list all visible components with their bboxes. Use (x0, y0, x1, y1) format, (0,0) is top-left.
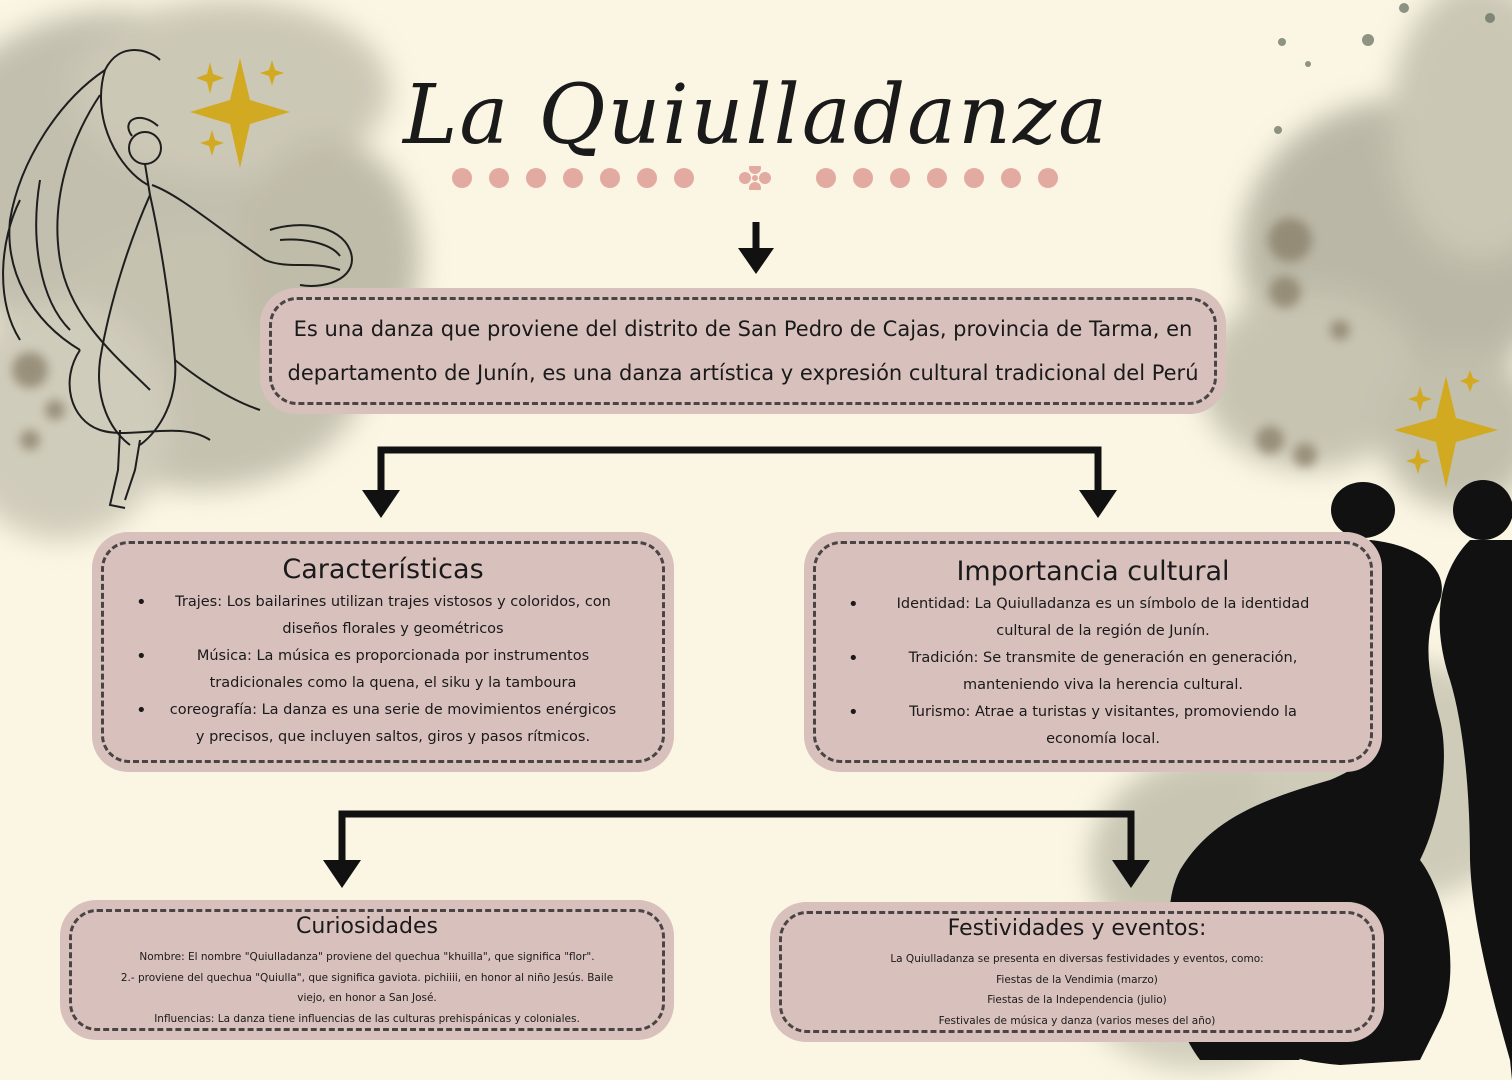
festividades-box (770, 902, 1384, 1042)
curiosidades-line: 2.- proviene del quechua "Quiulla", que significa gaviota. pichiiii, en honor al niño Jesús. Baile viejo, en honor a San José. (120, 971, 614, 1004)
importancia-heading: Importancia cultural (956, 556, 1230, 587)
festividades-line: La Quiulladanza se presenta en diversas festividades y eventos, como: (890, 953, 1264, 965)
curiosidades-heading: Curiosidades (296, 914, 438, 939)
list-item: • Identidad: La Quiulladanza es un símbolo de la identidad cultural de la región de Junín. (840, 591, 1346, 645)
curiosidades-line: Influencias: La danza tiene influencias de las culturas prehispánicas y coloniales. (154, 1012, 580, 1025)
list-item: • coreografía: La danza es una serie de movimientos enérgicos y precisos, que incluyen saltos, giros y pasos rítmicos. (128, 697, 638, 751)
curiosidades-line: Nombre: El nombre "Quiulladanza" proviene del quechua "khuilla", que significa "flor". (139, 951, 595, 963)
festividades-line: Fiestas de la Independencia (julio) (987, 994, 1167, 1006)
list-item: • Turismo: Atrae a turistas y visitantes, promoviendo la economía local. (840, 699, 1346, 753)
festividades-line: Fiestas de la Vendimia (marzo) (996, 973, 1158, 986)
list-item: • Tradición: Se transmite de generación en generación, manteniendo viva la herencia cultural. (840, 645, 1346, 699)
list-item: • Música: La música es proporcionada por instrumentos tradicionales como la quena, el siku y la tamboura (128, 643, 638, 697)
arrow-intro-to-branches (381, 450, 1098, 492)
caracteristicas-list (128, 589, 638, 751)
arrow-to-lower-branches (342, 814, 1131, 862)
festividades-line: Festivales de música y danza (varios meses del año) (938, 1014, 1216, 1027)
importancia-list (840, 591, 1346, 753)
page-title: La Quiulladanza (402, 68, 1110, 163)
caracteristicas-box (92, 532, 674, 772)
caracteristicas-heading: Características (282, 554, 484, 585)
importancia-box (804, 532, 1382, 772)
curiosidades-box (60, 900, 674, 1040)
list-item: • Trajes: Los bailarines utilizan trajes vistosos y coloridos, con diseños florales y geométricos (128, 589, 638, 643)
festividades-heading: Festividades y eventos: (947, 916, 1207, 941)
intro-text: Es una danza que proviene del distrito de San Pedro de Cajas, provincia de Tarma, en departamento de Junín, es una danza artística y expresión cultural tradicional del Perú (287, 317, 1199, 385)
intro-box (260, 288, 1226, 414)
